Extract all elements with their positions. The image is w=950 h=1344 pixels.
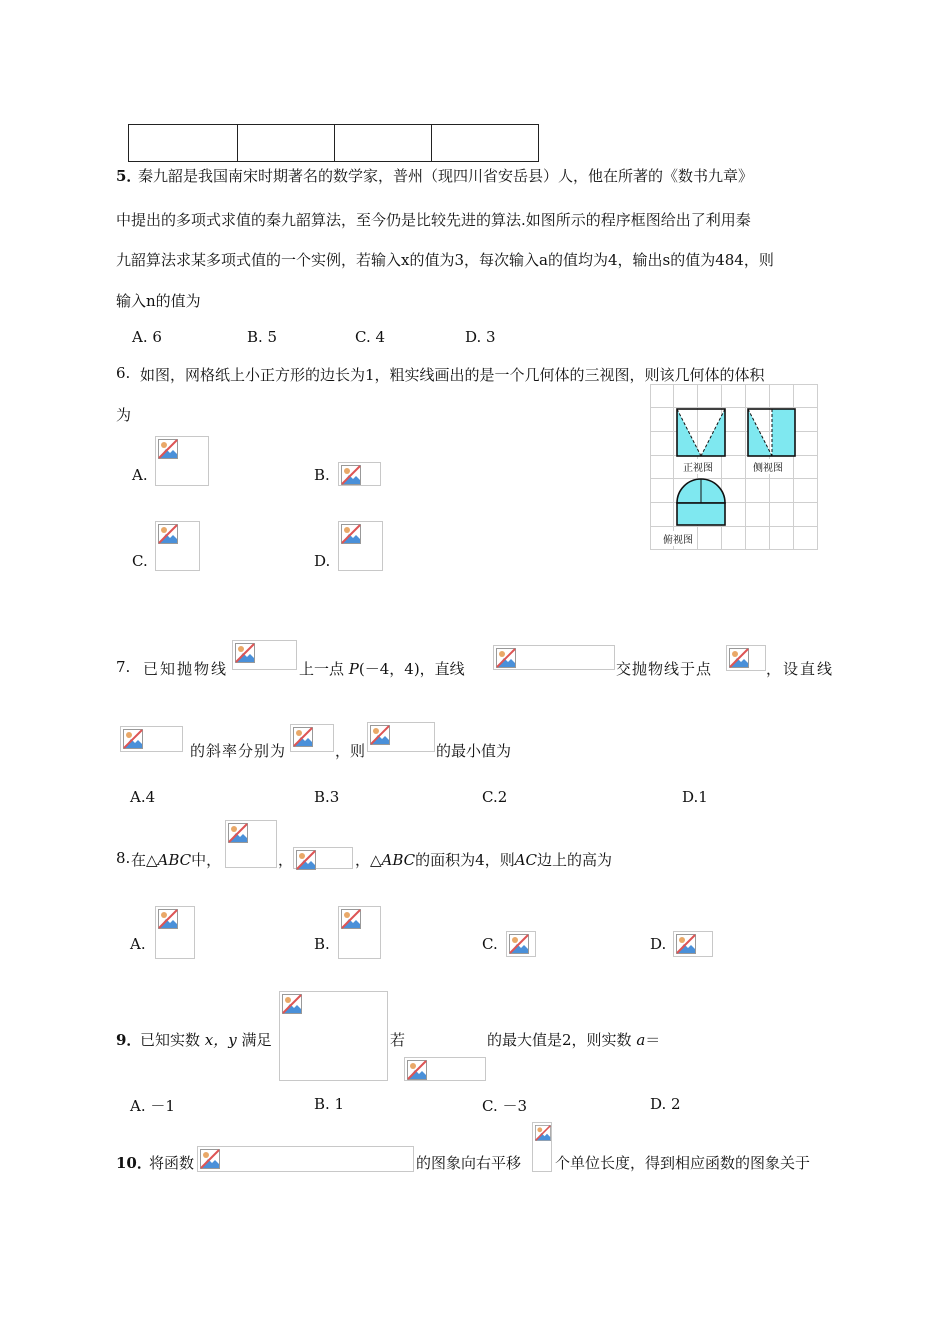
side-view	[748, 409, 795, 456]
top-view	[677, 479, 725, 525]
table-cell	[432, 125, 539, 162]
broken-image-icon	[367, 722, 435, 752]
question-text-line: 输入n的值为	[116, 292, 201, 310]
broken-image-icon	[338, 462, 381, 486]
front-view-label: 正视图	[683, 459, 713, 474]
question-text: 中，	[191, 851, 222, 869]
option-a: A. －1	[130, 1097, 175, 1115]
question-text: (－4，4)，直线	[358, 660, 465, 678]
three-view-grid	[650, 384, 818, 550]
option-d: D.1	[682, 788, 708, 806]
option-d: D.	[314, 552, 331, 570]
variable-label: a	[636, 1031, 646, 1049]
question-number: 7.	[116, 658, 131, 676]
option-c: C.2	[482, 788, 508, 806]
question-text: 个单位长度，得到相应函数的图象关于	[555, 1154, 811, 1172]
question-text-line: 如图，网格纸上小正方形的边长为1，粗实线画出的是一个几何体的三视图，则该几何体的体积	[140, 366, 765, 384]
option-b: B.	[314, 466, 330, 484]
option-c: C.	[482, 935, 498, 953]
option-c: C. －3	[482, 1097, 528, 1115]
question-text-line: 九韶算法求某多项式值的一个实例，若输入x的值为3，每次输入a的值均为4，输出s的值为484，则	[116, 251, 774, 269]
option-d: D.	[650, 935, 667, 953]
option-a: A.4	[130, 788, 156, 806]
broken-image-icon	[338, 906, 381, 959]
broken-image-icon	[290, 724, 334, 752]
side-label: AC	[514, 851, 538, 869]
question-text-line: 为	[116, 406, 132, 424]
question-text: 的最小值为	[436, 742, 512, 760]
option-b: B. 5	[247, 328, 278, 346]
table-cell	[335, 125, 432, 162]
question-text: 的图象向右平移	[416, 1154, 522, 1172]
question-text	[487, 1029, 660, 1050]
broken-image-icon	[225, 820, 277, 868]
option-b: B. 1	[314, 1095, 345, 1113]
question-text: ，△	[355, 851, 382, 869]
question-text: 边上的高为	[537, 851, 613, 869]
broken-image-icon	[673, 931, 713, 957]
question-text: 的斜率分别为	[190, 742, 287, 760]
question-text: 在△	[131, 851, 158, 869]
question-text: 已知实数	[140, 1031, 205, 1049]
question-text: 满足	[236, 1031, 272, 1049]
triangle-label: ABC	[157, 851, 192, 869]
broken-image-icon	[155, 521, 200, 571]
front-view	[677, 409, 725, 456]
broken-image-icon	[120, 726, 183, 752]
option-b: B.3	[314, 788, 340, 806]
table-cell	[238, 125, 335, 162]
question-text: ，则	[335, 742, 366, 760]
option-c: C. 4	[355, 328, 386, 346]
question-text: 已知抛物线	[143, 660, 229, 678]
broken-image-icon	[726, 645, 766, 671]
question-text: 交抛物线于点	[616, 660, 713, 678]
question-number: 8.	[116, 849, 131, 867]
option-a: A.	[132, 466, 148, 484]
triangle-label: ABC	[381, 851, 416, 869]
broken-image-icon	[155, 906, 195, 959]
question-text: ，设直线	[766, 660, 835, 678]
option-a: A. 6	[132, 328, 162, 346]
question-text: ＝	[645, 1031, 661, 1049]
broken-image-icon	[506, 931, 536, 957]
question-text: 将函数	[149, 1154, 195, 1172]
side-view-label: 侧视图	[753, 459, 783, 474]
option-b: B.	[314, 935, 330, 953]
point-label: P	[348, 660, 359, 678]
option-d: D. 2	[650, 1095, 681, 1113]
option-d: D. 3	[465, 328, 496, 346]
answer-table	[128, 124, 539, 162]
question-text: 上一点	[299, 660, 349, 678]
top-view-label: 俯视图	[663, 531, 693, 546]
question-text	[140, 1029, 272, 1050]
question-text	[355, 849, 612, 870]
question-text-line: 中提出的多项式求值的秦九韶算法，至今仍是比较先进的算法.如图所示的程序框图给出了利用秦	[116, 211, 751, 229]
broken-image-icon	[493, 645, 615, 670]
question-text-line: 秦九韶是我国南宋时期著名的数学家，普州（现四川省安岳县）人，他在所著的《数书九章》	[138, 167, 754, 185]
question-text: 的面积为4，则	[415, 851, 515, 869]
question-number: 10．	[116, 1154, 152, 1172]
broken-image-icon	[279, 991, 388, 1081]
option-c: C.	[132, 552, 148, 570]
three-view-figure	[650, 384, 818, 550]
question-number: 6.	[116, 364, 131, 382]
broken-image-icon	[338, 521, 383, 571]
variable-label: x，y	[204, 1031, 237, 1049]
question-text: 的最大值是2，则实数	[487, 1031, 637, 1049]
question-number: 5．	[116, 167, 142, 185]
question-text	[131, 849, 221, 870]
question-text: 若	[390, 1031, 406, 1049]
option-a: A.	[130, 935, 146, 953]
broken-image-icon	[155, 436, 209, 486]
question-text: ，	[278, 851, 294, 869]
broken-image-icon	[197, 1146, 414, 1172]
table-cell	[129, 125, 238, 162]
question-text	[299, 658, 465, 679]
broken-image-icon	[532, 1122, 552, 1172]
broken-image-icon	[404, 1057, 486, 1081]
broken-image-icon	[293, 847, 353, 869]
broken-image-icon	[232, 640, 297, 670]
question-number: 9．	[116, 1031, 142, 1049]
